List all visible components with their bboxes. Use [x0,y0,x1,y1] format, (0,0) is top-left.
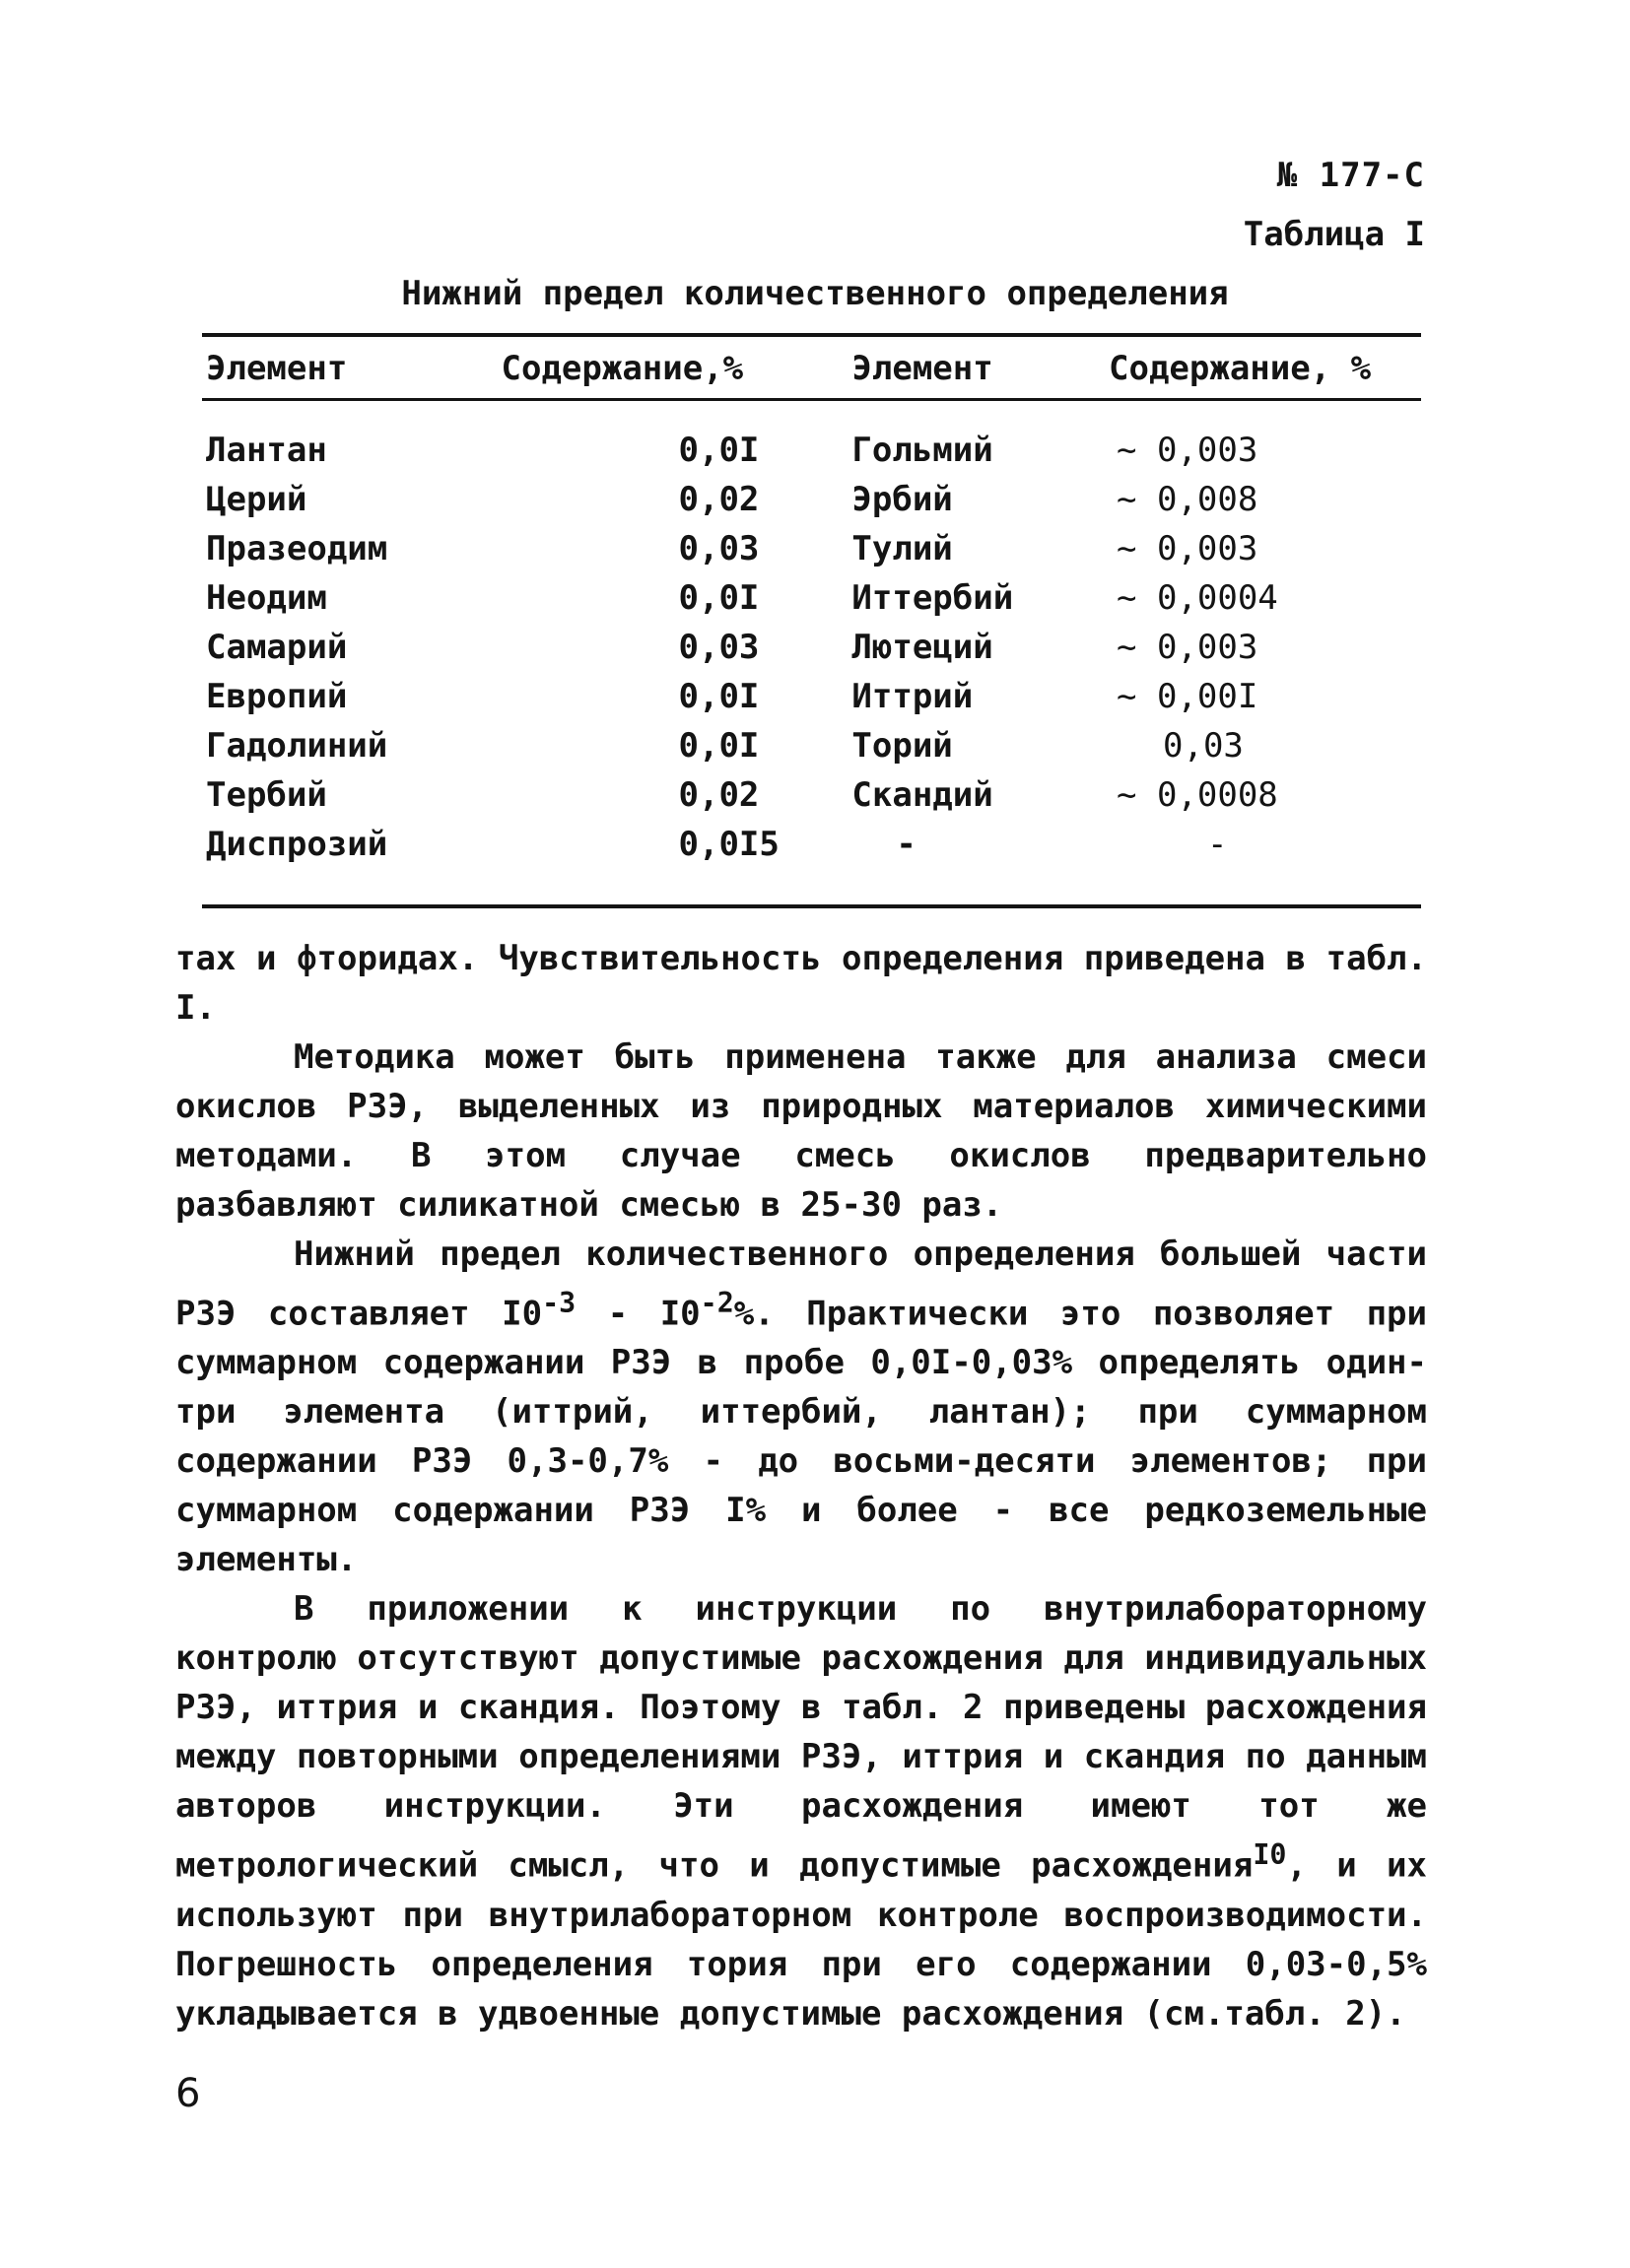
table-row [202,573,1421,623]
cell-element: - [896,825,917,864]
cell-element: Неодим [206,578,327,618]
cell-element: Празеодим [206,529,388,568]
cell-content: 0,0I [678,431,760,470]
header-element-1: Элемент [206,349,348,388]
cell-element: Гольмий [851,431,993,470]
body-text [175,934,1427,2038]
cell-element: Церий [206,480,307,519]
cell-content: ~ 0,0008 [1117,775,1278,815]
cell-content: 0,03 [678,628,760,667]
page-number: 6 [175,2071,201,2116]
paragraph: Методика может быть применена также для анализа смеси окислов РЗЭ, выделенных из природных материалов химическими методами. В этом случае смесь окислов предварительно разбавляют силикатной смесью в 25-30 раз. [175,1037,1427,1225]
cell-element: Лютеций [851,628,993,667]
cell-content: 0,0I5 [678,825,780,864]
cell-content: 0,02 [678,775,760,815]
header-element-2: Элемент [851,349,993,388]
cell-content: 0,03 [1163,726,1244,766]
cell-element: Скандий [851,775,993,815]
table-row [202,524,1421,573]
table-row [202,770,1421,820]
cell-element: Самарий [206,628,348,667]
cell-content: ~ 0,008 [1117,480,1258,519]
cell-content: ~ 0,003 [1117,628,1258,667]
cell-content: 0,0I [678,726,760,766]
cell-element: Гадолиний [206,726,388,766]
table-row [202,721,1421,770]
superscript: -3 [542,1287,577,1319]
table-title: Нижний предел количественного определения [401,274,1229,313]
document-number: № 177-С [1276,156,1425,195]
cell-content: ~ 0,00I [1117,677,1258,716]
paragraph: тах и фторидах. Чувствительность определения приведена в табл. I. [175,939,1427,1028]
cell-content: 0,03 [678,529,760,568]
cell-content: 0,0I [678,677,760,716]
cell-content: ~ 0,0004 [1117,578,1278,618]
cell-element: Тулий [851,529,953,568]
paragraph: Нижний предел количественного определения большей части РЗЭ составляет $I0^{-3} - I0^{-2}\%$. Практически это позволяет при суммарном содержании РЗЭ в пробе 0,0I-0,03% определять один-три элемента (иттрий, иттербий, лантан); при суммарном содержании РЗЭ 0,3-0,7% - до восьми-десяти элементов; при суммарном содержании РЗЭ I% и более - все редкоземельные элементы. [175,1234,1427,1580]
table-row [202,672,1421,721]
footnote-reference: I0 [1253,1838,1287,1872]
table-bottom-rule [202,904,1421,908]
cell-element: Иттербий [851,578,1014,618]
table-row [202,475,1421,524]
cell-element: Европий [206,677,348,716]
table-top-rule [202,333,1421,337]
table-row [202,820,1421,869]
detection-limit-table [202,339,1421,869]
table-row [202,623,1421,672]
cell-element: Эрбий [851,480,953,519]
cell-element: Лантан [206,431,327,470]
cell-content: ~ 0,003 [1117,431,1258,470]
superscript: -2 [700,1287,734,1319]
cell-content: ~ 0,003 [1117,529,1258,568]
header-content-1: Содержание,% [501,349,744,388]
paragraph: В приложении к инструкции по внутрилабораторному контролю отсутствуют допустимые расхождения для индивидуальных РЗЭ, иттрия и скандия. Поэтому в табл. 2 приведены расхождения между повторными определениями РЗЭ, иттрия и скандия по данным авторов инструкции. Эти расхождения имеют тот же метрологический смысл, что и допустимые расхождения$^{I0}$, и их используют при внутрилабораторном контроле воспроизводимости. Погрешность определения тория при его содержании 0,03-0,5% укладывается в удвоенные допустимые расхождения (см.табл. 2). [175,1589,1427,2034]
table-header-row [202,339,1421,398]
cell-element: Иттрий [851,677,974,716]
header-content-2: Содержание, % [1109,349,1372,388]
cell-element: Тербий [206,775,327,815]
cell-element: Торий [851,726,953,766]
cell-content: 0,02 [678,480,760,519]
cell-content: 0,0I [678,578,760,618]
table-row [202,426,1421,475]
cell-element: Диспрозий [206,825,388,864]
cell-content: - [1207,825,1228,864]
table-label: Таблица I [1243,215,1425,254]
